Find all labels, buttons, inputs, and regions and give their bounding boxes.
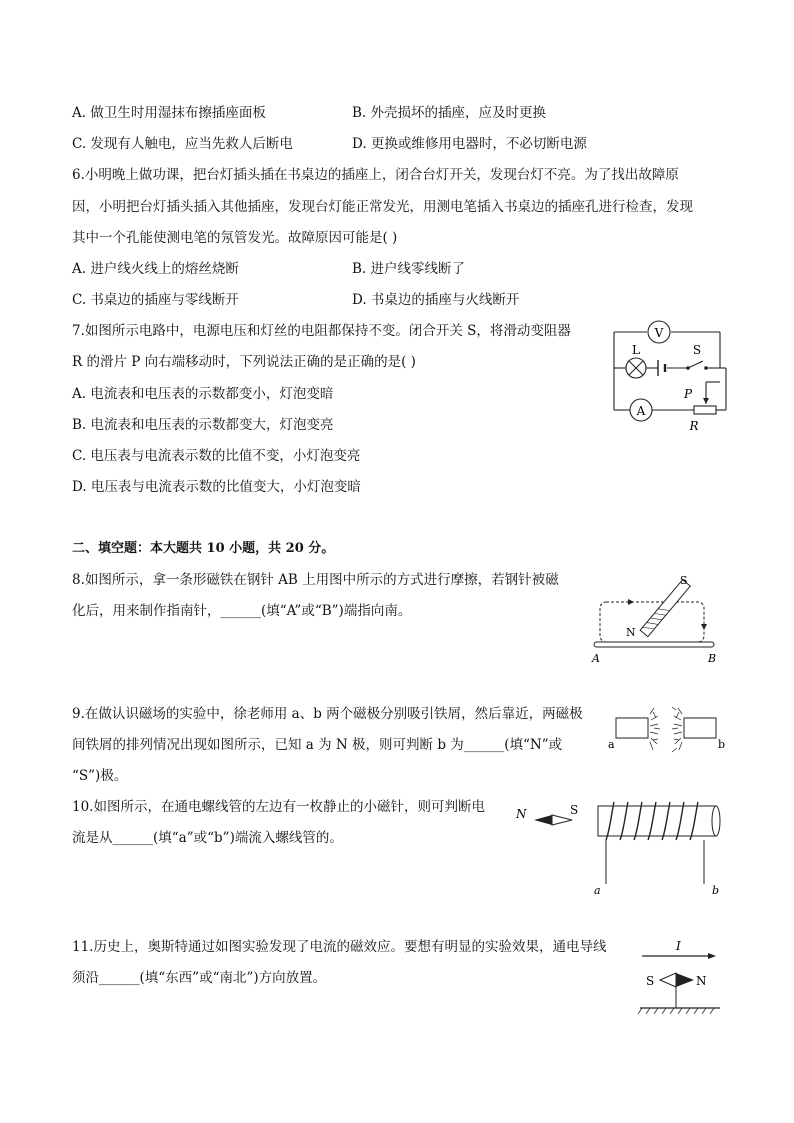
q11-fig-label-s: S [646,974,655,988]
q7-stem-line2: R 的滑片 P 向右端移动时，下列说法正确的是正确的是( ) [72,354,416,370]
q7-fig-label-r: R [689,419,699,433]
q7-fig-label-p: P [684,387,693,401]
q7-circuit-diagram [600,318,740,436]
q10-stem-line1: 10.如图所示，在通电螺线管的左边有一枚静止的小磁针，则可判断电 [72,799,485,815]
section-heading-fill-in: 二、填空题：本大题共 10 小题，共 20 分。 [72,541,335,556]
q9-fig-label-a: a [608,738,615,751]
q11-oersted-figure [636,936,726,1018]
q10-solenoid-figure [588,800,728,898]
q6-option-a: A. 进户线火线上的熔丝烧断 [72,261,239,277]
q7-fig-label-v: V [654,326,664,340]
q6-option-c: C. 书桌边的插座与零线断开 [72,292,239,308]
q7-stem-line1: 7.如图所示电路中，电源电压和灯丝的电阻都保持不变。闭合开关 S，将滑动变阻器 [72,323,571,339]
q8-stem-line2: 化后，用来制作指南针，______(填“A”或“B”)端指向南。 [72,603,412,619]
q10-fig-label-n: N [516,807,527,821]
q5-option-a: A. 做卫生时用湿抹布擦插座面板 [72,105,266,121]
q6-option-b: B. 进户线零线断了 [352,261,466,277]
q7-option-c: C. 电压表与电流表示数的比值不变，小灯泡变亮 [72,448,361,464]
q11-fig-label-n: N [696,974,707,988]
q6-stem-line1: 6.小明晚上做功课，把台灯插头插在书桌边的插座上，闭合台灯开关，发现台灯不亮。为了找出故障原 [72,167,679,183]
q8-fig-label-a: A [592,652,600,665]
q9-stem-line2: 间铁屑的排列情况出现如图所示，已知 a 为 N 极，则可判断 b 为______(填“N”或 [72,737,563,753]
q7-fig-label-l: L [632,343,640,357]
q7-option-a: A. 电流表和电压表的示数都变小，灯泡变暗 [72,386,334,402]
q9-iron-filings-figure [606,704,726,756]
q9-stem-line1: 9.在做认识磁场的实验中，徐老师用 a、b 两个磁极分别吸引铁屑，然后靠近，两磁极 [72,706,583,722]
q6-stem-line2: 因，小明把台灯插头插入其他插座，发现台灯能正常发光，用测电笔插入书桌边的插座孔进行检查，发现 [72,199,693,215]
q10-fig-label-a: a [594,884,601,897]
q7-option-b: B. 电流表和电压表的示数都变大，灯泡变亮 [72,417,334,433]
q10-fig-label-s: S [570,803,579,817]
q10-compass-needle-figure [514,802,584,830]
q7-fig-label-a: A [636,404,646,418]
q5-option-b: B. 外壳损坏的插座，应及时更换 [352,105,547,121]
q7-fig-label-s: S [692,343,702,357]
q8-fig-label-s: S [680,574,688,587]
q5-option-c: C. 发现有人触电，应当先救人后断电 [72,136,293,152]
q11-fig-label-current: I [676,939,681,953]
q10-fig-label-b: b [712,884,720,897]
q6-stem-line3: 其中一个孔能使测电笔的氖管发光。故障原因可能是( ) [72,230,398,246]
q11-stem-line2: 须沿______(填“东西”或“南北”)方向放置。 [72,970,327,986]
q11-stem-line1: 11.历史上，奥斯特通过如图实验发现了电流的磁效应。要想有明显的实验效果，通电导线 [72,939,607,955]
q6-option-d: D. 书桌边的插座与火线断开 [352,292,520,308]
q8-stem-line1: 8.如图所示，拿一条形磁铁在钢针 AB 上用图中所示的方式进行摩擦，若钢针被磁 [72,572,559,588]
q8-fig-label-n: N [626,626,636,639]
q5-option-d: D. 更换或维修用电器时，不必切断电源 [352,136,587,152]
q8-fig-label-b: B [708,652,717,665]
q9-fig-label-b: b [718,738,726,751]
q10-stem-line2: 流是从______(填“a”或“b”)端流入螺线管的。 [72,830,343,846]
q9-stem-line3: “S”)极。 [72,768,128,784]
q8-magnet-rubbing-figure [588,572,728,668]
q7-option-d: D. 电压表与电流表示数的比值变大，小灯泡变暗 [72,479,361,495]
